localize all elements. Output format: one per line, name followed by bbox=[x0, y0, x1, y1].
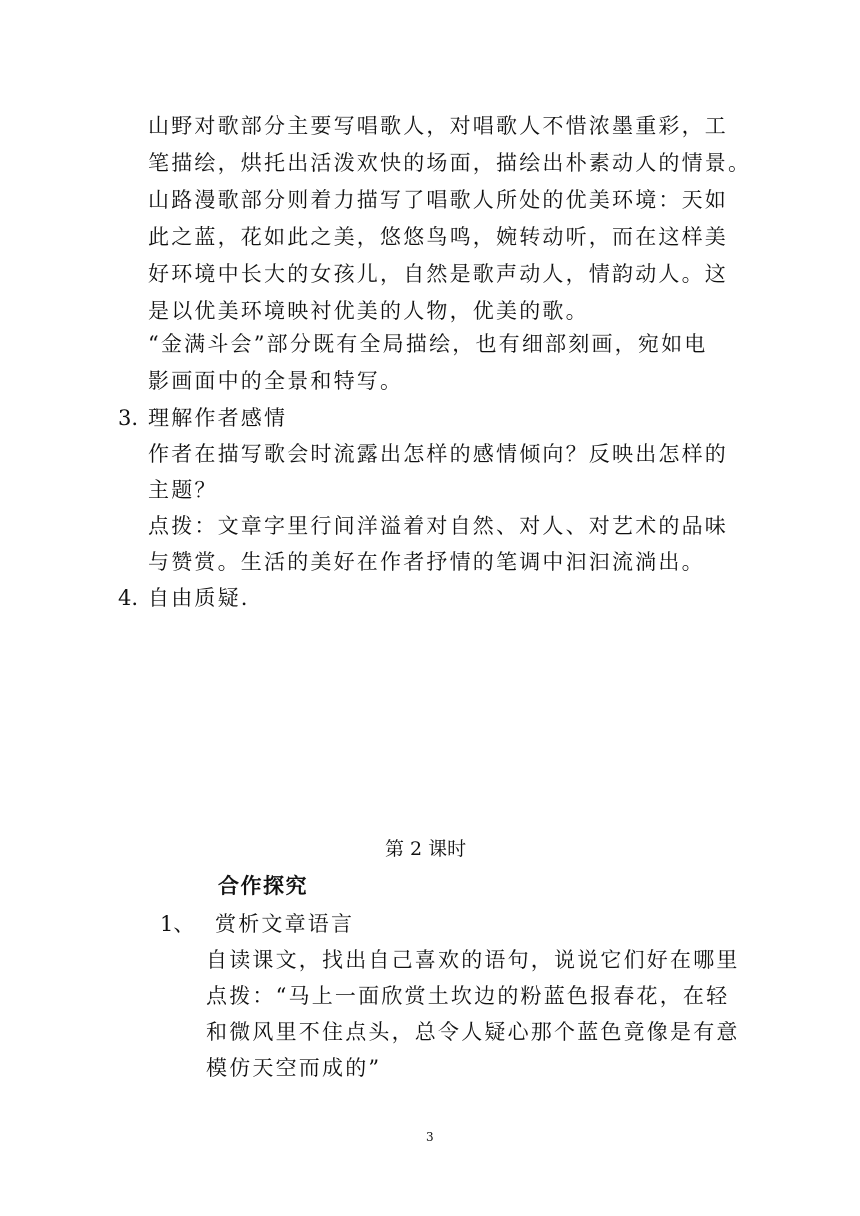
list-number: 3. bbox=[118, 406, 139, 430]
paragraph-line: 点拨：“马上一面欣赏土坎边的粉蓝色报春花，在轻 bbox=[206, 984, 730, 1008]
list-heading: 赏析文章语言 bbox=[215, 912, 355, 936]
question-line: 主题？ bbox=[148, 478, 218, 502]
paragraph-line: 好环境中长大的女孩儿，自然是歌声动人，情韵动人。这 bbox=[148, 262, 728, 286]
paragraph-line: 山野对歌部分主要写唱歌人，对唱歌人不惜浓墨重彩，工 bbox=[148, 114, 728, 138]
page-number: 3 bbox=[426, 1130, 434, 1144]
lesson-title: 第 2 课时 bbox=[385, 838, 467, 860]
paragraph-line: 山路漫歌部分则着力描写了唱歌人所处的优美环境：天如 bbox=[148, 188, 728, 212]
paragraph-line: 和微风里不住点头，总令人疑心那个蓝色竟像是有意 bbox=[206, 1020, 740, 1044]
list-number: 4. bbox=[118, 586, 139, 610]
section-subheading: 合作探究 bbox=[218, 873, 308, 898]
list-number: 1、 bbox=[160, 912, 195, 936]
paragraph-line: 模仿天空而成的” bbox=[206, 1056, 382, 1080]
hint-line: 点拨：文章字里行间洋溢着对自然、对人、对艺术的品味 bbox=[148, 514, 728, 538]
paragraph-line: 自读课文，找出自己喜欢的语句，说说它们好在哪里 bbox=[206, 948, 740, 972]
paragraph-line: 笔描绘，烘托出活泼欢快的场面，描绘出朴素动人的情景。 bbox=[148, 151, 752, 175]
hint-line: 与赞赏。生活的美好在作者抒情的笔调中汩汩流淌出。 bbox=[148, 550, 705, 574]
paragraph-line: 是以优美环境映衬优美的人物，优美的歌。 bbox=[148, 299, 589, 323]
list-heading: 理解作者感情 bbox=[148, 406, 288, 430]
paragraph-line: 此之蓝，花如此之美，悠悠鸟鸣，婉转动听，而在这样美 bbox=[148, 225, 728, 249]
question-line: 作者在描写歌会时流露出怎样的感情倾向？反映出怎样的 bbox=[148, 442, 728, 466]
list-heading: 自由质疑. bbox=[148, 586, 250, 610]
paragraph-line: “金满斗会”部分既有全局描绘，也有细部刻画，宛如电 bbox=[148, 332, 708, 356]
paragraph-line: 影画面中的全景和特写。 bbox=[148, 369, 404, 393]
